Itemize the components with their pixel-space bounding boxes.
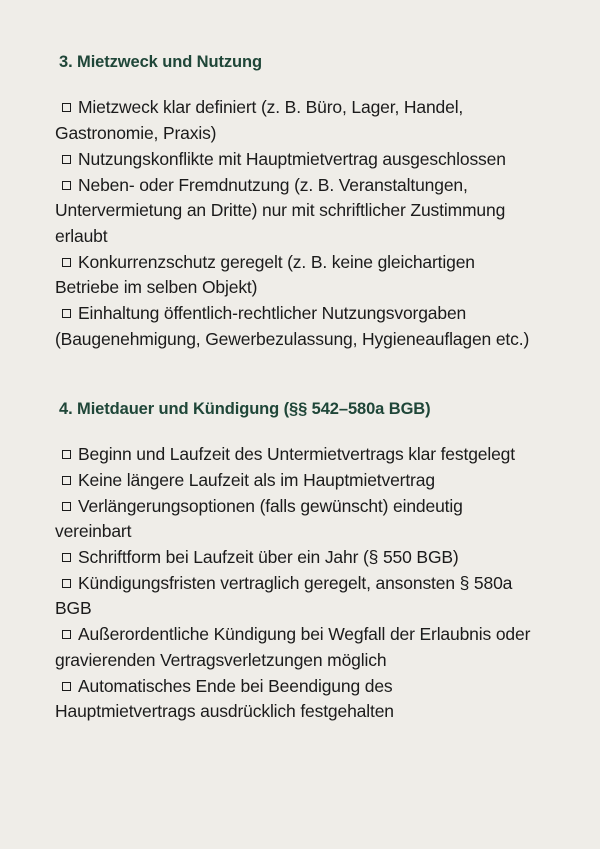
section-heading: 3. Mietzweck und Nutzung [59, 53, 262, 71]
checklist-item-label: Beginn und Laufzeit des Untermietvertrags klar festgelegt [78, 444, 515, 465]
checklist-item-label: Nutzungskonflikte mit Hauptmietvertrag ausgeschlossen [78, 148, 506, 169]
checklist-item[interactable] [55, 173, 537, 250]
checklist-item[interactable] [55, 571, 537, 622]
checklist-section [55, 399, 540, 725]
checklist-item-label: Neben- oder Fremdnutzung (z. B. Veranstaltungen, Untervermietung an Dritte) nur mit schriftlicher Zustimmung erlaubt [55, 174, 506, 247]
checklist-item[interactable] [55, 301, 537, 352]
empty-checkbox-icon[interactable] [62, 502, 71, 511]
checklist-item[interactable] [55, 95, 537, 146]
checklist-section [55, 52, 540, 353]
checklist-item[interactable] [55, 468, 537, 494]
checklist-item-label: Schriftform bei Laufzeit über ein Jahr (§ 550 BGB) [78, 546, 459, 567]
checklist-item-label: Außerordentliche Kündigung bei Wegfall der Erlaubnis oder gravierenden Vertragsverletzungen möglich [55, 624, 531, 670]
checklist-item-label: Einhaltung öffentlich-rechtlicher Nutzungsvorgaben (Baugenehmigung, Gewerbezulassung, Hygieneauflagen etc.) [55, 303, 530, 349]
checklist-item-label: Mietzweck klar definiert (z. B. Büro, Lager, Handel, Gastronomie, Praxis) [55, 97, 464, 144]
empty-checkbox-icon[interactable] [62, 682, 71, 691]
checklist-item-label: Keine längere Laufzeit als im Hauptmietvertrag [78, 469, 435, 490]
checklist-item-label: Verlängerungsoptionen (falls gewünscht) eindeutig vereinbart [55, 495, 463, 542]
sections-container [55, 52, 540, 725]
empty-checkbox-icon[interactable] [62, 155, 71, 164]
empty-checkbox-icon[interactable] [62, 309, 71, 318]
empty-checkbox-icon[interactable] [62, 181, 71, 190]
checklist-item[interactable] [55, 622, 537, 673]
empty-checkbox-icon[interactable] [62, 258, 71, 267]
empty-checkbox-icon[interactable] [62, 579, 71, 588]
section-heading: 4. Mietdauer und Kündigung (§§ 542–580a BGB) [59, 399, 431, 418]
checklist-item[interactable] [55, 494, 537, 545]
checklist [55, 95, 540, 352]
checklist-item[interactable] [55, 442, 537, 468]
empty-checkbox-icon[interactable] [62, 103, 71, 112]
checklist-item[interactable] [55, 674, 537, 725]
empty-checkbox-icon[interactable] [62, 553, 71, 562]
empty-checkbox-icon[interactable] [62, 476, 71, 485]
empty-checkbox-icon[interactable] [62, 450, 71, 459]
checklist [55, 442, 540, 725]
checklist-item-label: Automatisches Ende bei Beendigung des Hauptmietvertrags ausdrücklich festgehalten [55, 675, 394, 722]
checklist-item[interactable] [55, 147, 537, 173]
checklist-item-label: Kündigungsfristen vertraglich geregelt, ansonsten § 580a BGB [55, 572, 513, 619]
checklist-item[interactable] [55, 250, 537, 301]
empty-checkbox-icon[interactable] [62, 630, 71, 639]
checklist-item[interactable] [55, 545, 537, 571]
checklist-item-label: Konkurrenzschutz geregelt (z. B. keine gleichartigen Betriebe im selben Objekt) [55, 251, 475, 298]
